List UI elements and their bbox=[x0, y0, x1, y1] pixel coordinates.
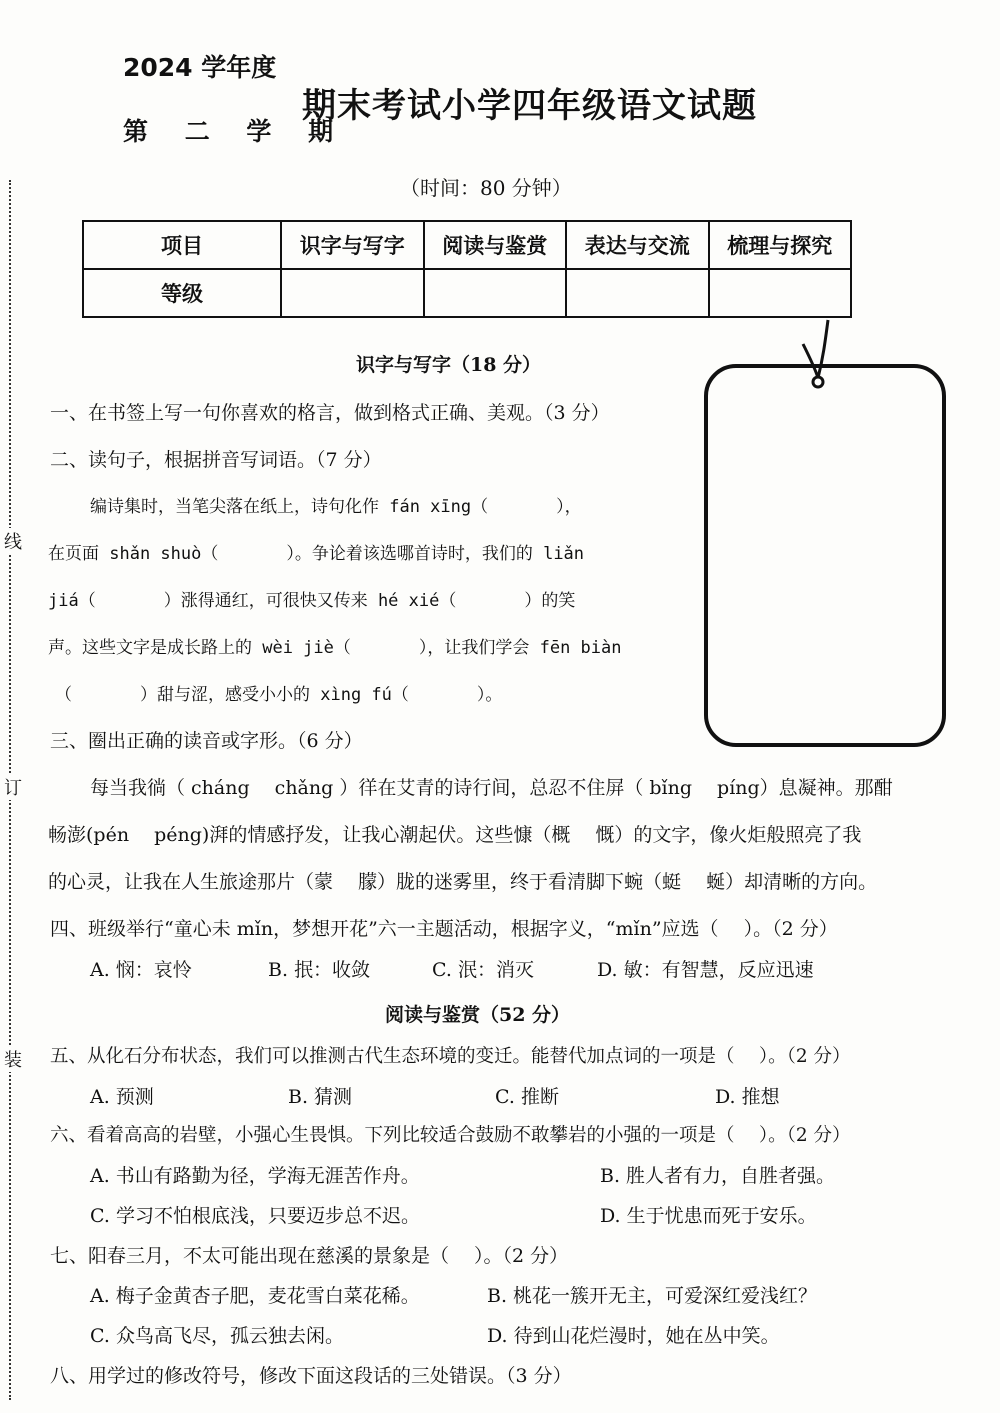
question-4: 四、班级举行“童心未 mǐn，梦想开花”六一主题活动，根据字义，“mǐn”应选（ ）。（2 分） bbox=[50, 918, 838, 940]
q3-line-3: 的心灵，让我在人生旅途那片（蒙 朦）胧的迷雾里，终于看清脚下蜿（蜓 蜒）却清晰的方向。 bbox=[48, 871, 878, 893]
grade-cell-reading[interactable] bbox=[424, 269, 567, 317]
grade-header-item: 项目 bbox=[83, 221, 281, 269]
grade-cell-literacy[interactable] bbox=[281, 269, 424, 317]
grade-cell-inquiry[interactable] bbox=[709, 269, 852, 317]
binding-char-ding: 订 bbox=[4, 774, 22, 800]
q7-option-d[interactable]: D. 待到山花烂漫时，她在丛中笑。 bbox=[487, 1325, 780, 1347]
q3-line-2: 畅澎(pén péng)湃的情感抒发，让我心潮起伏。这些慷（概 慨）的文字，像火炬般照亮了我 bbox=[48, 824, 862, 846]
q2-line-3: jiá（ ）涨得通红，可很快又传来 hé xié（ ）的笑 bbox=[48, 591, 576, 611]
q4-option-a[interactable]: A. 悯：哀怜 bbox=[90, 959, 192, 981]
exam-time: （时间：80 分钟） bbox=[400, 176, 572, 200]
section-title-reading: 阅读与鉴赏（52 分） bbox=[385, 1004, 571, 1026]
question-1: 一、在书签上写一句你喜欢的格言，做到格式正确、美观。（3 分） bbox=[50, 402, 610, 424]
exam-title: 期末考试小学四年级语文试题 bbox=[302, 86, 757, 126]
grade-header-expression: 表达与交流 bbox=[566, 221, 709, 269]
q3-line-1: 每当我徜（ cháng chǎng ）徉在艾青的诗行间，总忍不住屏（ bǐng píng）息凝神。那酣 bbox=[90, 777, 893, 799]
binding-char-xian: 线 bbox=[4, 528, 22, 554]
q2-line-5: （ ）甜与涩，感受小小的 xìng fú（ ）。 bbox=[55, 685, 503, 705]
question-3: 三、圈出正确的读音或字形。（6 分） bbox=[50, 730, 363, 752]
question-6: 六、看着高高的岩壁，小强心生畏惧。下列比较适合鼓励不敢攀岩的小强的一项是（ ）。（2 分） bbox=[50, 1125, 851, 1146]
grade-header-inquiry: 梳理与探究 bbox=[709, 221, 852, 269]
q5-option-c[interactable]: C. 推断 bbox=[495, 1086, 559, 1108]
bookmark-writing-box[interactable] bbox=[704, 364, 946, 747]
q4-option-d[interactable]: D. 敏：有智慧，反应迅速 bbox=[597, 959, 814, 981]
q7-option-c[interactable]: C. 众鸟高飞尽，孤云独去闲。 bbox=[90, 1325, 344, 1347]
semester: 第 二 学 期 bbox=[123, 117, 348, 146]
question-5: 五、从化石分布状态，我们可以推测古代生态环境的变迁。能替代加点词的一项是（ ）。（2 分） bbox=[50, 1046, 851, 1067]
grade-header-literacy: 识字与写字 bbox=[281, 221, 424, 269]
q4-option-c[interactable]: C. 泯：消灭 bbox=[432, 959, 534, 981]
q2-line-1: 编诗集时，当笔尖落在纸上，诗句化作 fán xīng（ ）， bbox=[90, 497, 582, 517]
q4-option-b[interactable]: B. 抿：收敛 bbox=[268, 959, 371, 981]
grade-cell-expression[interactable] bbox=[566, 269, 709, 317]
grade-table bbox=[82, 220, 852, 318]
section-title-literacy: 识字与写字（18 分） bbox=[356, 354, 542, 376]
question-2: 二、读句子，根据拼音写词语。（7 分） bbox=[50, 449, 382, 471]
q6-option-d[interactable]: D. 生于忧患而死于安乐。 bbox=[600, 1205, 817, 1227]
q6-option-c[interactable]: C. 学习不怕根底浅，只要迈步总不迟。 bbox=[90, 1205, 420, 1227]
grade-row-label: 等级 bbox=[83, 269, 281, 317]
q6-option-a[interactable]: A. 书山有路勤为径，学海无涯苦作舟。 bbox=[90, 1165, 420, 1187]
q7-option-b[interactable]: B. 桃花一簇开无主，可爱深红爱浅红？ bbox=[487, 1285, 818, 1307]
q2-line-4: 声。这些文字是成长路上的 wèi jiè（ ），让我们学会 fēn biàn bbox=[48, 638, 622, 658]
grade-table-header-row bbox=[83, 221, 851, 269]
q7-option-a[interactable]: A. 梅子金黄杏子肥，麦花雪白菜花稀。 bbox=[90, 1285, 420, 1307]
q6-option-b[interactable]: B. 胜人者有力，自胜者强。 bbox=[600, 1165, 836, 1187]
question-7: 七、阳春三月，不太可能出现在慈溪的景象是（ ）。（2 分） bbox=[50, 1245, 569, 1267]
binding-char-zhuang: 装 bbox=[4, 1046, 22, 1072]
q5-option-d[interactable]: D. 推想 bbox=[715, 1086, 780, 1108]
grade-table-score-row bbox=[83, 269, 851, 317]
grade-header-reading: 阅读与鉴赏 bbox=[424, 221, 567, 269]
school-year: 2024 学年度 bbox=[123, 53, 277, 82]
q5-option-a[interactable]: A. 预测 bbox=[90, 1086, 154, 1108]
question-8: 八、用学过的修改符号，修改下面这段话的三处错误。（3 分） bbox=[50, 1365, 572, 1387]
q5-option-b[interactable]: B. 猜测 bbox=[288, 1086, 353, 1108]
q2-line-2: 在页面 shǎn shuò（ ）。争论着该选哪首诗时，我们的 liǎn bbox=[48, 544, 585, 564]
